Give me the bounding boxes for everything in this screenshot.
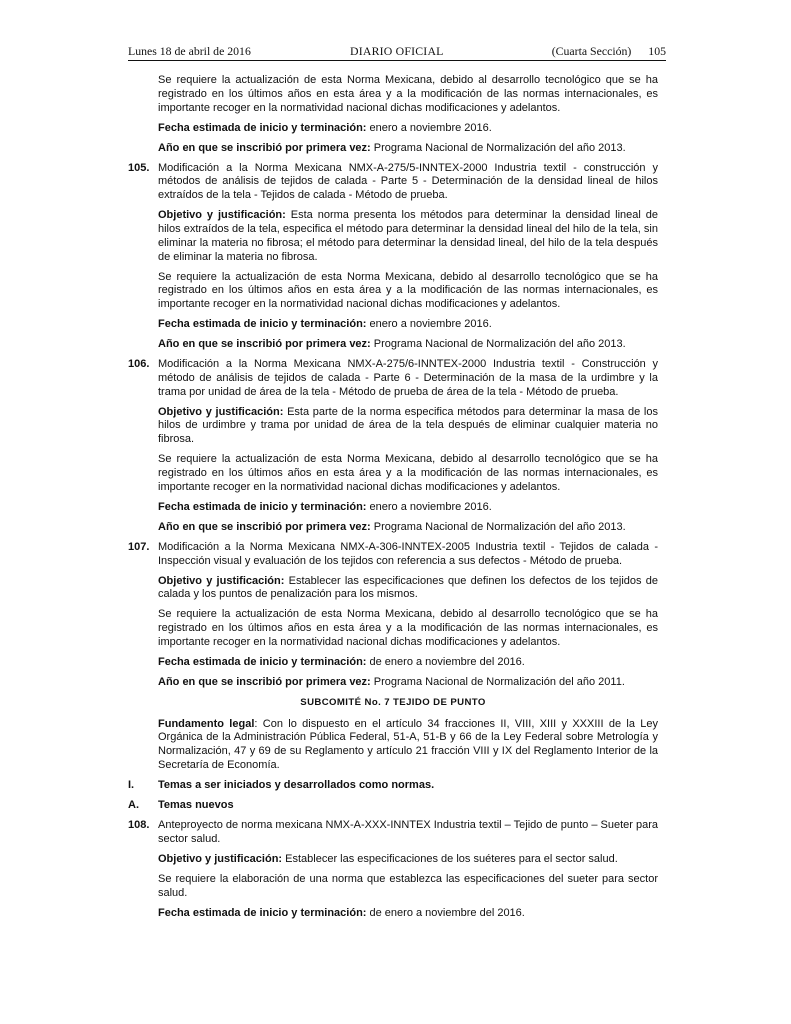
header-rule bbox=[128, 60, 666, 61]
subcommittee-heading: SUBCOMITÉ No. 7 TEJIDO DE PUNTO bbox=[300, 696, 486, 708]
section-heading-I bbox=[128, 779, 658, 793]
list-item bbox=[128, 819, 658, 847]
update-paragraph: Se requiere la actualización de esta Norma Mexicana, debido al desarrollo tecnológico que se ha registrado en los últimos años en esta área y a la modificación de las normas internacionales, es importante recoger en la normatividad nacional dichas modificaciones y adelantos. bbox=[158, 608, 658, 648]
list-item bbox=[128, 161, 658, 203]
fecha-paragraph bbox=[158, 501, 658, 515]
objetivo-paragraph bbox=[158, 575, 658, 603]
list-item bbox=[128, 540, 658, 569]
fecha-label: Fecha estimada de inicio y terminación: bbox=[158, 655, 367, 668]
fecha-value: de enero a noviembre del 2016. bbox=[369, 906, 525, 919]
objetivo-value: Esta norma presenta los métodos para determinar la densidad lineal de hilos extraídos de la tela, especifica el método para determinar la densidad lineal del hilo de la tela, sin eliminar la materia no fibrosa; el método para determinar la densidad lineal, del hilo de la tela después de eliminar la materia no fibrosa. bbox=[158, 209, 659, 263]
objetivo-paragraph bbox=[158, 853, 658, 867]
fecha-label: Fecha estimada de inicio y terminación: bbox=[158, 500, 367, 513]
fecha-value: enero a noviembre 2016. bbox=[369, 121, 492, 134]
fecha-paragraph bbox=[158, 122, 658, 136]
objetivo-label: Objetivo y justificación: bbox=[158, 852, 283, 865]
section-number: I. bbox=[128, 779, 135, 792]
item-number: 107. bbox=[128, 540, 150, 553]
section-title: Temas a ser iniciados y desarrollados como normas. bbox=[158, 779, 435, 792]
fecha-paragraph bbox=[158, 656, 658, 670]
anio-paragraph bbox=[158, 142, 658, 156]
anio-value: Programa Nacional de Normalización del año 2013. bbox=[373, 520, 626, 533]
anio-paragraph bbox=[158, 338, 658, 352]
fecha-value: de enero a noviembre del 2016. bbox=[369, 655, 525, 668]
header-right bbox=[552, 44, 666, 59]
objetivo-paragraph bbox=[158, 209, 658, 264]
document-body bbox=[128, 74, 658, 927]
fecha-paragraph bbox=[158, 318, 658, 332]
item-title: Anteproyecto de norma mexicana NMX-A-XXX-INNTEX Industria textil – Tejido de punto – Sueter para sector salud. bbox=[158, 819, 658, 845]
item-title: Modificación a la Norma Mexicana NMX-A-306-INNTEX-2005 Industria textil - Tejidos de calada - Inspección visual y evaluación de los tejidos con referencia a sus defectos - Método de prueba. bbox=[158, 540, 658, 567]
item-title: Modificación a la Norma Mexicana NMX-A-275/6-INNTEX-2000 Industria textil - Construcción y método de análisis de tejidos de calada - Parte 6 - Determinación de la masa de la urdimbre y la trama por unidad de área de la tela - Método de prueba de área de la tela - Método de prueba. bbox=[158, 358, 658, 398]
fecha-label: Fecha estimada de inicio y terminación: bbox=[158, 318, 367, 331]
item-number: 108. bbox=[128, 819, 150, 831]
fecha-paragraph bbox=[158, 907, 658, 921]
anio-value: Programa Nacional de Normalización del año 2013. bbox=[373, 338, 626, 351]
fecha-label: Fecha estimada de inicio y terminación: bbox=[158, 906, 367, 919]
objetivo-value: Esta parte de la norma especifica métodos para determinar la masa de los hilos de urdimbre y trama por unidad de área de la tela después de eliminar cualquier materia no fibrosa. bbox=[158, 405, 658, 446]
objetivo-label: Objetivo y justificación: bbox=[158, 574, 285, 587]
anio-label: Año en que se inscribió por primera vez: bbox=[158, 675, 371, 688]
fecha-value: enero a noviembre 2016. bbox=[369, 318, 492, 331]
section-title: Temas nuevos bbox=[158, 799, 234, 812]
page-header bbox=[128, 44, 666, 62]
item-number: 105. bbox=[128, 161, 150, 174]
elaboration-paragraph: Se requiere la elaboración de una norma que establezca las especificaciones del sueter para sector salud. bbox=[158, 872, 658, 899]
fecha-label: Fecha estimada de inicio y terminación: bbox=[158, 121, 367, 134]
objetivo-label: Objetivo y justificación: bbox=[158, 405, 284, 418]
anio-label: Año en que se inscribió por primera vez: bbox=[158, 520, 371, 533]
header-section: (Cuarta Sección) bbox=[551, 44, 632, 58]
fecha-value: enero a noviembre 2016. bbox=[369, 500, 492, 513]
anio-paragraph bbox=[158, 676, 658, 690]
item-number: 106. bbox=[128, 358, 150, 371]
fundamento-paragraph bbox=[158, 718, 658, 773]
fundamento-label: Fundamento legal bbox=[158, 717, 255, 730]
objetivo-value: Establecer las especificaciones de los suéteres para el sector salud. bbox=[285, 852, 618, 865]
anio-value: Programa Nacional de Normalización del año 2011. bbox=[373, 675, 625, 688]
update-paragraph: Se requiere la actualización de esta Norma Mexicana, debido al desarrollo tecnológico que se ha registrado en los últimos años en esta área y a la modificación de las normas internacionales, es importante recoger en la normatividad nacional dichas modificaciones y adelantos. bbox=[158, 74, 658, 114]
update-paragraph: Se requiere la actualización de esta Norma Mexicana, debido al desarrollo tecnológico que se ha registrado en los últimos años en esta área y a la modificación de las normas internacionales, es importante recoger en la normatividad nacional dichas modificaciones y adelantos. bbox=[158, 270, 658, 311]
objetivo-label: Objetivo y justificación: bbox=[158, 209, 286, 222]
objetivo-paragraph bbox=[158, 406, 658, 447]
header-title: DIARIO OFICIAL bbox=[350, 44, 444, 58]
objetivo-value: Establecer las especificaciones que definen los defectos de los tejidos de calada y los puntos de penalización para los mismos. bbox=[158, 574, 658, 601]
header-date: Lunes 18 de abril de 2016 bbox=[128, 44, 251, 58]
section-number: A. bbox=[128, 799, 139, 812]
fundamento-value: : Con lo dispuesto en el artículo 34 fracciones II, VIII, XIII y XXXIII de la Ley Orgánica de la Administración Pública Federal, 51-A, 51-B y 66 de la Ley Federal sobre Metrología y Normalización, 47 y 69 de su Reglamento y artículo 21 fracción VIII y IX del Reglamento Interior de la Secretaría de Economía. bbox=[158, 717, 659, 772]
item-title: Modificación a la Norma Mexicana NMX-A-275/5-INNTEX-2000 Industria textil - construcción y métodos de análisis de tejidos de calada - Parte 5 - Determinación de la densidad lineal de hilos extraídos de la tela - Tejidos de calada - Método de prueba. bbox=[158, 161, 658, 202]
anio-label: Año en que se inscribió por primera vez: bbox=[158, 338, 371, 351]
anio-label: Año en que se inscribió por primera vez: bbox=[158, 141, 371, 154]
anio-paragraph bbox=[158, 521, 658, 535]
section-heading-A bbox=[128, 799, 658, 813]
update-paragraph: Se requiere la actualización de esta Norma Mexicana, debido al desarrollo tecnológico que se ha registrado en los últimos años en esta área y a la modificación de las normas internacionales, es importante recoger en la normatividad nacional dichas modificaciones y adelantos. bbox=[158, 453, 658, 493]
list-item bbox=[128, 358, 658, 399]
anio-value: Programa Nacional de Normalización del año 2013. bbox=[373, 141, 626, 154]
header-page-number: 105 bbox=[648, 44, 666, 58]
